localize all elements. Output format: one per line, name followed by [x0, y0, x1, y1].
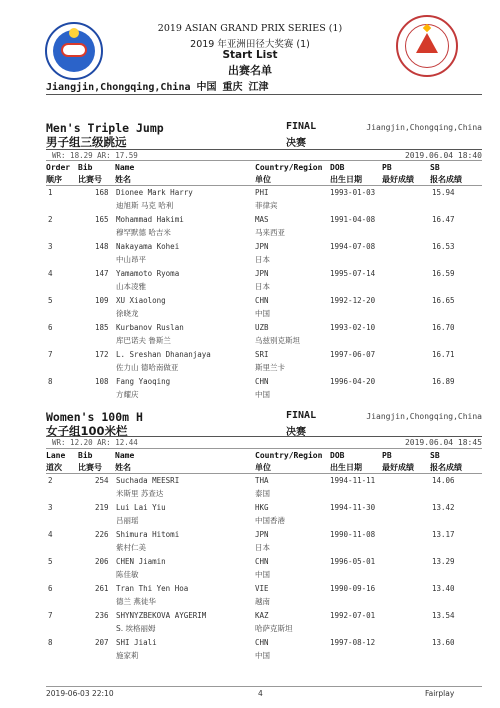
country-cell: CHN — [255, 296, 269, 305]
col-bib-en: Bib — [78, 451, 93, 460]
position-cell: 2 — [48, 476, 53, 485]
event-round-en: FINAL — [286, 121, 317, 132]
country-cell: JPN — [255, 530, 269, 539]
country-cn-cell: 日本 — [255, 543, 270, 552]
country-cn-cell: 中国 — [255, 651, 270, 660]
dob-cell: 1996-05-01 — [330, 557, 376, 566]
name-cn-cell: 佐力山 德哈南做亚 — [116, 363, 179, 372]
name-cn-cell: 迪旭斯 马克 哈利 — [116, 201, 174, 210]
position-cell: 8 — [48, 638, 53, 647]
dob-cell: 1990-11-08 — [330, 530, 376, 539]
name-cn-cell: 德兰 燕徒华 — [116, 597, 156, 606]
sb-cell: 16.53 — [432, 242, 455, 251]
col-name-en: Name — [115, 163, 135, 172]
event-round-en: FINAL — [286, 410, 317, 421]
event-round-cn: 决赛 — [286, 427, 306, 438]
country-cell: KAZ — [255, 611, 269, 620]
sb-cell: 15.94 — [432, 188, 455, 197]
col-country-en: Country/Region — [255, 451, 323, 460]
print-timestamp: 2019-06-03 22:10 — [46, 689, 114, 698]
country-cell: CHN — [255, 638, 269, 647]
country-cn-cell: 斯里兰卡 — [255, 363, 285, 372]
col-order-en: Order — [46, 163, 71, 172]
name-en-cell: Dionee Mark Harry — [116, 188, 193, 197]
col-order-en: Lane — [46, 451, 66, 460]
country-cn-cell: 中国 — [255, 570, 270, 579]
country-cn-cell: 中国 — [255, 309, 270, 318]
event-records: WR: 18.29 AR: 17.59 — [52, 151, 138, 160]
country-cn-cell: 菲律宾 — [255, 201, 278, 210]
col-dob-en: DOB — [330, 163, 345, 172]
event-title-cn: 女子组100米栏 — [46, 424, 128, 438]
country-cell: HKG — [255, 503, 269, 512]
bib-cell: 168 — [95, 188, 109, 197]
name-en-cell: Nakayama Kohei — [116, 242, 180, 251]
name-cn-cell: 米斯里 苏查达 — [116, 489, 164, 498]
start-list-title-en: Start List — [222, 49, 278, 61]
name-en-cell: Fang Yaoqing — [116, 377, 171, 386]
name-cn-cell: 吕丽瑶 — [116, 516, 139, 525]
country-cn-cell: 马来西亚 — [255, 228, 285, 237]
country-cell: SRI — [255, 350, 269, 359]
name-cn-cell: 方耀庆 — [116, 390, 139, 399]
dob-cell: 1995-07-14 — [330, 269, 376, 278]
position-cell: 4 — [48, 530, 53, 539]
name-cn-cell: 穆罕默德 哈吉米 — [116, 228, 171, 237]
event-round-cn: 决赛 — [286, 138, 306, 149]
col-order-cn: 道次 — [46, 463, 62, 472]
dob-cell: 1994-11-11 — [330, 476, 376, 485]
bib-cell: 236 — [95, 611, 109, 620]
position-cell: 6 — [48, 323, 53, 332]
bib-cell: 254 — [95, 476, 109, 485]
sb-cell: 16.89 — [432, 377, 455, 386]
event-title-cn: 男子组三级跳远 — [46, 135, 127, 149]
name-cn-cell: 徐晓龙 — [116, 309, 139, 318]
country-cn-cell: 越南 — [255, 597, 270, 606]
name-cn-cell: 山本凌雅 — [116, 282, 146, 291]
name-en-cell: Shimura Hitomi — [116, 530, 180, 539]
col-bib-cn: 比赛号 — [78, 463, 102, 472]
country-cell: CHN — [255, 377, 269, 386]
table-header-divider — [46, 185, 482, 186]
name-en-cell: SHYNYZBEKOVA AYGERIM — [116, 611, 207, 620]
event-datetime: 2019.06.04 18:45 — [404, 438, 482, 447]
position-cell: 7 — [48, 611, 53, 620]
col-sb-en: SB — [430, 451, 440, 460]
col-order-cn: 顺序 — [46, 175, 62, 184]
position-cell: 2 — [48, 215, 53, 224]
col-sb-cn: 报名成绩 — [430, 175, 462, 184]
venue-location: Jiangjin,Chongqing,China 中国 重庆 江津 — [46, 82, 269, 93]
col-name-cn: 姓名 — [115, 463, 131, 472]
start-list-title-cn: 出赛名单 — [228, 64, 272, 77]
col-pb-en: PB — [382, 163, 392, 172]
position-cell: 3 — [48, 503, 53, 512]
sb-cell: 13.17 — [432, 530, 455, 539]
col-name-cn: 姓名 — [115, 175, 131, 184]
country-cn-cell: 哈萨克斯坦 — [255, 624, 293, 633]
sb-cell: 13.60 — [432, 638, 455, 647]
country-cn-cell: 日本 — [255, 282, 270, 291]
dob-cell: 1992-12-20 — [330, 296, 376, 305]
bib-cell: 165 — [95, 215, 109, 224]
col-bib-en: Bib — [78, 163, 93, 172]
footer-divider — [46, 686, 482, 687]
name-en-cell: Suchada MEESRI — [116, 476, 180, 485]
sb-cell: 14.06 — [432, 476, 455, 485]
table-divider — [46, 448, 482, 449]
col-pb-en: PB — [382, 451, 392, 460]
name-cn-cell: 施家莉 — [116, 651, 139, 660]
event-title-en: Men's Triple Jump — [46, 121, 164, 135]
dob-cell: 1993-01-03 — [330, 188, 376, 197]
sb-cell: 16.70 — [432, 323, 455, 332]
brand-name: Fairplay — [425, 689, 455, 698]
dob-cell: 1997-06-07 — [330, 350, 376, 359]
dob-cell: 1990-09-16 — [330, 584, 376, 593]
name-en-cell: SHI Jiali — [116, 638, 157, 647]
position-cell: 4 — [48, 269, 53, 278]
dob-cell: 1991-04-08 — [330, 215, 376, 224]
name-en-cell: CHEN Jiamin — [116, 557, 166, 566]
sb-cell: 16.47 — [432, 215, 455, 224]
position-cell: 6 — [48, 584, 53, 593]
country-cell: THA — [255, 476, 269, 485]
dob-cell: 1992-07-01 — [330, 611, 376, 620]
name-en-cell: Lui Lai Yiu — [116, 503, 166, 512]
sb-cell: 13.42 — [432, 503, 455, 512]
name-en-cell: Yamamoto Ryoma — [116, 269, 180, 278]
position-cell: 5 — [48, 296, 53, 305]
sb-cell: 16.59 — [432, 269, 455, 278]
position-cell: 3 — [48, 242, 53, 251]
bib-cell: 207 — [95, 638, 109, 647]
sb-cell: 13.29 — [432, 557, 455, 566]
col-dob-cn: 出生日期 — [330, 175, 362, 184]
bib-cell: 226 — [95, 530, 109, 539]
col-name-en: Name — [115, 451, 135, 460]
name-cn-cell: 中山昂平 — [116, 255, 146, 264]
country-cell: CHN — [255, 557, 269, 566]
country-cell: UZB — [255, 323, 269, 332]
col-dob-en: DOB — [330, 451, 345, 460]
event-location: Jiangjin,Chongqing,China — [366, 123, 482, 132]
position-cell: 7 — [48, 350, 53, 359]
event-datetime: 2019.06.04 18:40 — [404, 151, 482, 160]
name-cn-cell: 陈佳敏 — [116, 570, 139, 579]
table-header-divider — [46, 473, 482, 474]
country-cell: VIE — [255, 584, 269, 593]
event-title-en: Women's 100m H — [46, 410, 143, 424]
dob-cell: 1997-08-12 — [330, 638, 376, 647]
event-records: WR: 12.20 AR: 12.44 — [52, 438, 138, 447]
dob-cell: 1994-11-30 — [330, 503, 376, 512]
series-title-en: 2019 ASIAN GRAND PRIX SERIES (1) — [157, 23, 343, 34]
sb-cell: 13.40 — [432, 584, 455, 593]
header-divider — [46, 94, 482, 95]
country-cn-cell: 日本 — [255, 255, 270, 264]
position-cell: 1 — [48, 188, 53, 197]
col-sb-cn: 报名成绩 — [430, 463, 462, 472]
name-en-cell: Kurbanov Ruslan — [116, 323, 184, 332]
name-en-cell: L. Sreshan Dhananjaya — [116, 350, 211, 359]
col-country-cn: 单位 — [255, 463, 271, 472]
bib-cell: 147 — [95, 269, 109, 278]
name-cn-cell: 库巴诺夫 鲁斯兰 — [116, 336, 171, 345]
country-cn-cell: 乌兹别克斯坦 — [255, 336, 300, 345]
name-en-cell: Mohammad Hakimi — [116, 215, 184, 224]
bib-cell: 219 — [95, 503, 109, 512]
country-cn-cell: 中国 — [255, 390, 270, 399]
dob-cell: 1993-02-10 — [330, 323, 376, 332]
event-divider — [46, 436, 482, 437]
sb-cell: 16.65 — [432, 296, 455, 305]
dob-cell: 1996-04-20 — [330, 377, 376, 386]
country-cell: PHI — [255, 188, 269, 197]
name-en-cell: Tran Thi Yen Hoa — [116, 584, 189, 593]
col-pb-cn: 最好成绩 — [382, 175, 414, 184]
bib-cell: 109 — [95, 296, 109, 305]
sb-cell: 16.71 — [432, 350, 455, 359]
country-cn-cell: 中国香港 — [255, 516, 285, 525]
col-bib-cn: 比赛号 — [78, 175, 102, 184]
position-cell: 8 — [48, 377, 53, 386]
name-en-cell: XU Xiaolong — [116, 296, 166, 305]
sb-cell: 13.54 — [432, 611, 455, 620]
bib-cell: 148 — [95, 242, 109, 251]
position-cell: 5 — [48, 557, 53, 566]
col-pb-cn: 最好成绩 — [382, 463, 414, 472]
series-title-cn: 2019 年亚洲田径大奖赛 (1) — [190, 39, 310, 50]
dob-cell: 1994-07-08 — [330, 242, 376, 251]
table-divider — [46, 160, 482, 161]
col-dob-cn: 出生日期 — [330, 463, 362, 472]
name-cn-cell: S. 埃格丽姆 — [116, 624, 156, 633]
country-cell: JPN — [255, 269, 269, 278]
bib-cell: 108 — [95, 377, 109, 386]
col-country-cn: 单位 — [255, 175, 271, 184]
col-sb-en: SB — [430, 163, 440, 172]
event-divider — [46, 149, 482, 150]
bib-cell: 185 — [95, 323, 109, 332]
bib-cell: 206 — [95, 557, 109, 566]
country-cell: MAS — [255, 215, 269, 224]
country-cn-cell: 泰国 — [255, 489, 270, 498]
name-cn-cell: 紫村仁美 — [116, 543, 146, 552]
event-location: Jiangjin,Chongqing,China — [366, 412, 482, 421]
bib-cell: 172 — [95, 350, 109, 359]
page-number: 4 — [258, 689, 263, 698]
country-cell: JPN — [255, 242, 269, 251]
col-country-en: Country/Region — [255, 163, 323, 172]
bib-cell: 261 — [95, 584, 109, 593]
